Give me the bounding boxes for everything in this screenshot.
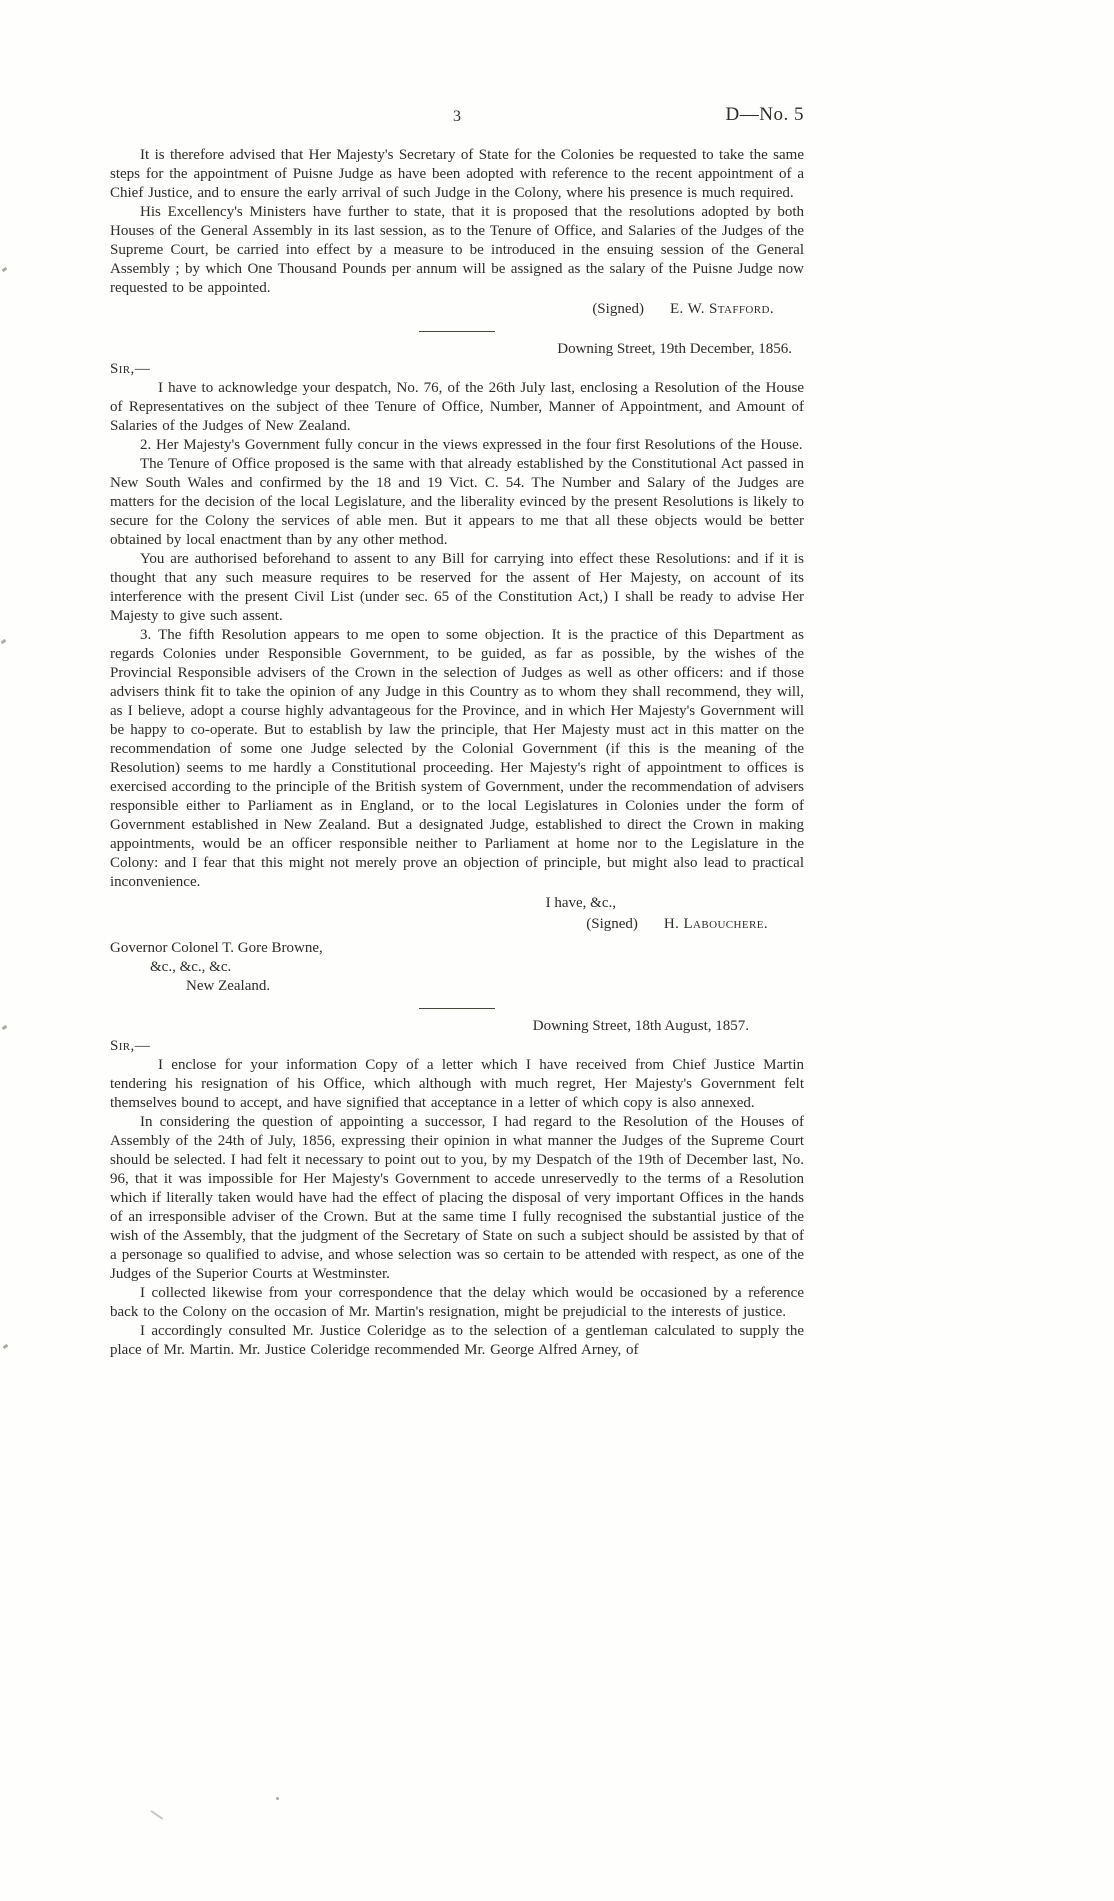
scan-artifact (2, 1025, 8, 1030)
signature-line (110, 300, 804, 319)
paragraph: The Tenure of Office proposed is the same with that already established by the Constitutional Act passed in New South Wales and confirmed by the 18 and 19 Vict. C. 54. The Number and Salary of the Judges are matters for the decision of the local Legislature, and the liberality evinced by the present Resolutions is likely to secure for the Colony the services of able men. But it appears to me that all these objects would be better obtained by local enactment than by any other method. (110, 456, 804, 548)
paragraph: It is therefore advised that Her Majesty's Secretary of State for the Colonies be requested to take the same steps for the appointment of Puisne Judge as have been adopted with reference to the recent appointment of a Chief Justice, and to ensure the early arrival of such Judge in the Colony, where his presence is much required. (110, 147, 804, 201)
signed-label: (Signed) (592, 301, 644, 317)
signature-name: E. W. Stafford. (669, 301, 774, 317)
addressee-block (110, 939, 804, 996)
letter-stafford (110, 146, 804, 319)
paragraph: 2. Her Majesty's Government fully concur in the views expressed in the four first Resolutions of the House. (140, 437, 803, 453)
addressee-line: Governor Colonel T. Gore Browne, (110, 940, 323, 956)
salutation: Sir,— (110, 361, 151, 377)
text-block (110, 104, 804, 1360)
document-reference: D—No. 5 (725, 104, 804, 125)
paragraph: In considering the question of appointing a successor, I had regard to the Resolution of the Houses of Assembly of the 24th of July, 1856, expressing their opinion in what manner the Judges of the Supreme Court should be selected. I had felt it necessary to point out to you, by my Despatch of the 19th of December last, No. 96, that it was impossible for Her Majesty's Government to accede unreservedly to the terms of a Resolution which if literally taken would have had the effect of placing the disposal of very important Offices in the hands of an irresponsible adviser of the Crown. But at the same time I fully recognised the substantial justice of the wish of the Assembly, that the judgment of the Secretary of State on such a subject should be assisted by that of a personage so qualified to advise, and whose selection was so certain to be attended with respect, as one of the Judges of the Superior Courts at Westminster. (110, 1114, 804, 1282)
paragraph: 3. The fifth Resolution appears to me open to some objection. It is the practice of this Department as regards Colonies under Responsible Government, to be guided, as far as possible, by the wishes of the Provincial Responsible advisers of the Crown in the selection of Judges as well as other officers: and if those advisers think fit to take the opinion of any Judge in this Country as to whom they shall recommend, they will, as I believe, adopt a course highly advantageous for the Province, and in which Her Majesty's Government will be happy to co-operate. But to establish by law the principle, that Her Majesty must act in this matter on the recommendation of some one Judge selected by the Colonial Government (if this is the meaning of the Resolution) seems to me hardly a Constitutional proceeding. Her Majesty's right of appointment to offices is exercised according to the principle of the British system of Government, under the recommendation of advisers responsible either to Parliament as in England, or to the local Legislatures in Colonies under the form of Government established in New Zealand. But a designated Judge, established to direct the Crown in making appointments, would be an officer responsible neither to Parliament at home nor to the Legislature in the Colony: and I fear that this might not merely prove an objection of principle, but might also lead to practical inconvenience. (110, 627, 804, 890)
scan-artifact (3, 1344, 9, 1349)
section-divider (419, 331, 495, 332)
scan-artifact (276, 1797, 279, 1800)
letter-1857 (110, 1017, 804, 1360)
addressee-line: &c., &c., &c. (150, 959, 232, 975)
scan-artifact (151, 1810, 163, 1819)
paragraph: His Excellency's Ministers have further to state, that it is proposed that the resolutions adopted by both Houses of the General Assembly in its last session, as to the Tenure of Office, and Salaries of the Judges of the Supreme Court, be carried into effect by a measure to be introduced in the ensuing session of the General Assembly ; by which One Thousand Pounds per annum will be assigned as the salary of the Puisne Judge now requested to be appointed. (110, 204, 804, 296)
dateline: Downing Street, 18th August, 1857. (532, 1018, 749, 1034)
salutation: Sir,— (110, 1038, 151, 1054)
valediction: I have, &c., (545, 895, 616, 911)
paragraph: I have to acknowledge your despatch, No. 76, of the 26th July last, enclosing a Resolution of the House of Representatives on the subject of thee Tenure of Office, Number, Manner of Appointment, and Amount of Salaries of the Judges of New Zealand. (110, 380, 804, 434)
signed-label: (Signed) (586, 916, 638, 932)
addressee-line: New Zealand. (186, 978, 271, 994)
scan-artifact (2, 267, 8, 272)
section-divider (419, 1008, 495, 1009)
scan-artifact (1, 639, 7, 644)
page-header (110, 104, 804, 130)
letter-labouchere (110, 340, 804, 996)
paragraph: I collected likewise from your correspondence that the delay which would be occasioned by a reference back to the Colony on the occasion of Mr. Martin's resignation, might be prejudicial to the interests of justice. (110, 1285, 804, 1320)
dateline: Downing Street, 19th December, 1856. (557, 341, 792, 357)
page-number: 3 (453, 108, 461, 125)
signature-name: H. Labouchere. (663, 916, 768, 932)
paragraph: I enclose for your information Copy of a letter which I have received from Chief Justice Martin tendering his resignation of his Office, which although with much regret, Her Majesty's Government felt themselves bound to accept, and have signified that acceptance in a letter of which copy is also annexed. (110, 1057, 804, 1111)
signature-line (110, 915, 804, 934)
paragraph: You are authorised beforehand to assent to any Bill for carrying into effect these Resolutions: and if it is thought that any such measure requires to be reserved for the assent of Her Majesty, on account of its interference with the present Civil List (under sec. 65 of the Constitution Act,) I shall be ready to advise Her Majesty to give such assent. (110, 551, 804, 624)
paragraph: I accordingly consulted Mr. Justice Coleridge as to the selection of a gentleman calculated to supply the place of Mr. Martin. Mr. Justice Coleridge recommended Mr. George Alfred Arney, of (110, 1323, 804, 1358)
